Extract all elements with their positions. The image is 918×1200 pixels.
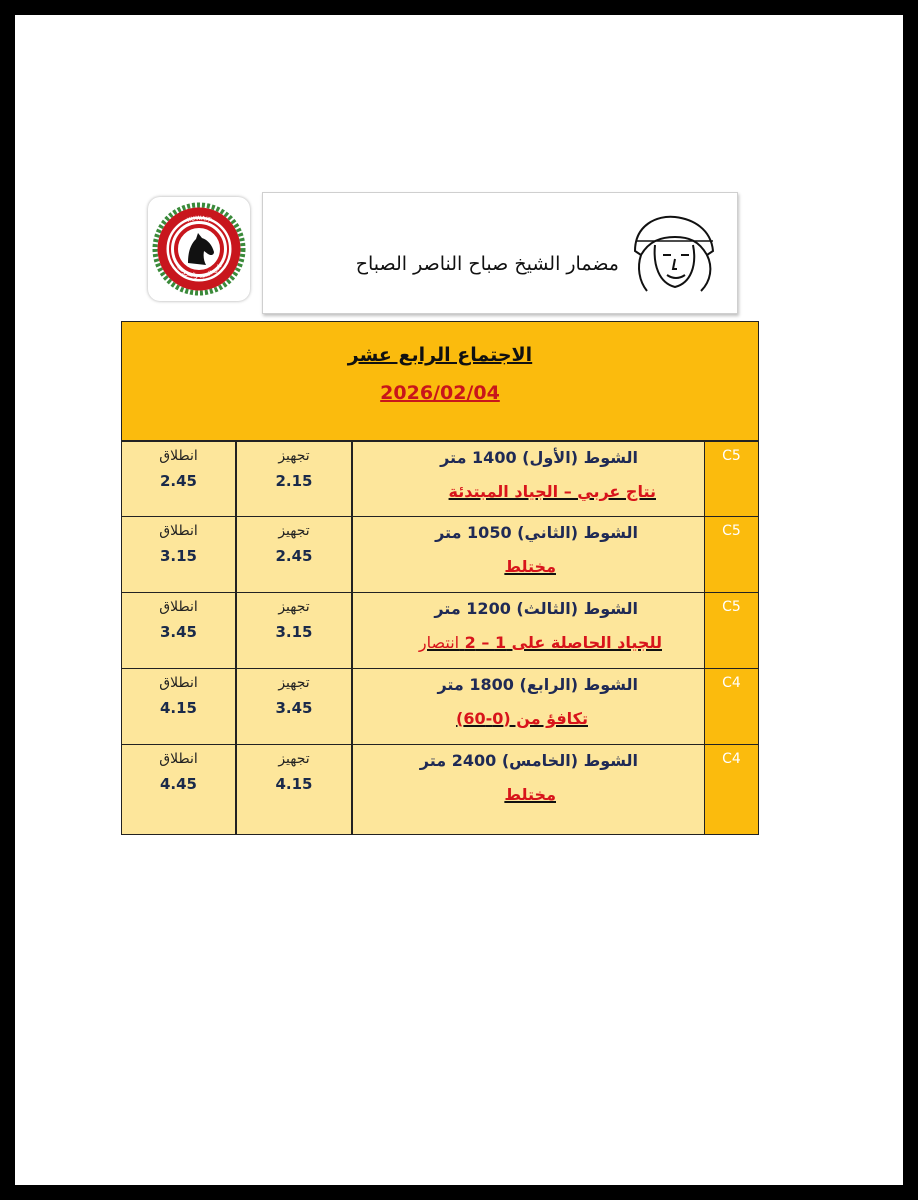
prep-label: تجهيز — [278, 523, 310, 539]
class-cell — [705, 745, 758, 834]
class-cell — [705, 442, 758, 516]
prep-label: تجهيز — [278, 751, 310, 767]
portrait-icon — [627, 211, 719, 301]
race-condition-text: نتاج عربي – الجياد المبتدئة — [448, 482, 656, 501]
race-condition — [419, 633, 662, 652]
prep-time: 3.45 — [275, 699, 313, 717]
start-time: 3.45 — [159, 623, 197, 641]
club-logo — [148, 197, 250, 301]
race-class: C4 — [722, 751, 741, 767]
svg-text:KUWAIT: KUWAIT — [185, 214, 213, 225]
start-time: 4.15 — [159, 699, 197, 717]
race-title: الشوط (الخامس) 2400 متر — [419, 751, 638, 770]
track-name: مضمار الشيخ صباح الناصر الصباح — [355, 253, 619, 275]
class-cell — [705, 669, 758, 744]
meeting-title: الاجتماع الرابع عشر — [347, 344, 533, 366]
race-condition-extra: انتصار — [418, 633, 460, 652]
meeting-date: 2026/02/04 — [380, 382, 500, 404]
race-condition — [504, 785, 556, 804]
table-row — [122, 440, 758, 516]
race-condition-text: مختلط — [504, 557, 556, 576]
race-class: C5 — [722, 448, 741, 464]
start-time-cell — [122, 745, 237, 834]
race-cell — [353, 442, 705, 516]
race-schedule-table — [121, 440, 759, 835]
prep-label: تجهيز — [278, 448, 310, 464]
race-class: C5 — [722, 523, 741, 539]
start-time-cell — [122, 669, 237, 744]
prep-label: تجهيز — [278, 599, 310, 615]
horse-emblem-icon — [148, 197, 250, 301]
table-row — [122, 592, 758, 668]
race-condition — [456, 709, 588, 728]
start-time-cell — [122, 442, 237, 516]
start-time-cell — [122, 517, 237, 592]
prep-label: تجهيز — [278, 675, 310, 691]
prep-time-cell — [237, 669, 353, 744]
race-title: الشوط (الثالث) 1200 متر — [434, 599, 638, 618]
track-banner — [262, 192, 738, 314]
start-time-cell — [122, 593, 237, 668]
prep-time-cell — [237, 442, 353, 516]
race-class: C4 — [722, 675, 741, 691]
race-condition-text: مختلط — [504, 785, 556, 804]
race-cell — [353, 517, 705, 592]
table-row — [122, 516, 758, 592]
prep-time-cell — [237, 517, 353, 592]
start-label: انطلاق — [159, 448, 198, 464]
start-time: 2.45 — [159, 472, 197, 490]
start-time: 3.15 — [159, 547, 197, 565]
start-time: 4.45 — [159, 775, 197, 793]
start-label: انطلاق — [159, 523, 198, 539]
race-cell — [353, 593, 705, 668]
prep-time-cell — [237, 745, 353, 834]
race-condition — [449, 482, 656, 501]
class-cell — [705, 593, 758, 668]
race-title: الشوط (الرابع) 1800 متر — [437, 675, 638, 694]
prep-time-cell — [237, 593, 353, 668]
race-condition — [504, 557, 556, 576]
race-cell — [353, 669, 705, 744]
prep-time: 4.15 — [275, 775, 313, 793]
race-title: الشوط (الثاني) 1050 متر — [435, 523, 638, 542]
start-label: انطلاق — [159, 599, 198, 615]
race-title: الشوط (الأول) 1400 متر — [440, 448, 638, 467]
start-label: انطلاق — [159, 675, 198, 691]
table-row — [122, 668, 758, 744]
race-class: C5 — [722, 599, 741, 615]
prep-time: 2.45 — [275, 547, 313, 565]
prep-time: 2.15 — [275, 472, 313, 490]
race-cell — [353, 745, 705, 834]
table-row — [122, 744, 758, 834]
start-label: انطلاق — [159, 751, 198, 767]
race-condition-text: تكافؤ من (0-60) — [456, 709, 588, 728]
svg-text:نادي الصيد والفروسية: نادي الصيد والفروسية — [174, 262, 224, 280]
class-cell — [705, 517, 758, 592]
race-condition-text: للجياد الحاصلة على 1 – 2 — [464, 633, 662, 652]
prep-time: 3.15 — [275, 623, 313, 641]
meeting-header — [121, 321, 759, 447]
